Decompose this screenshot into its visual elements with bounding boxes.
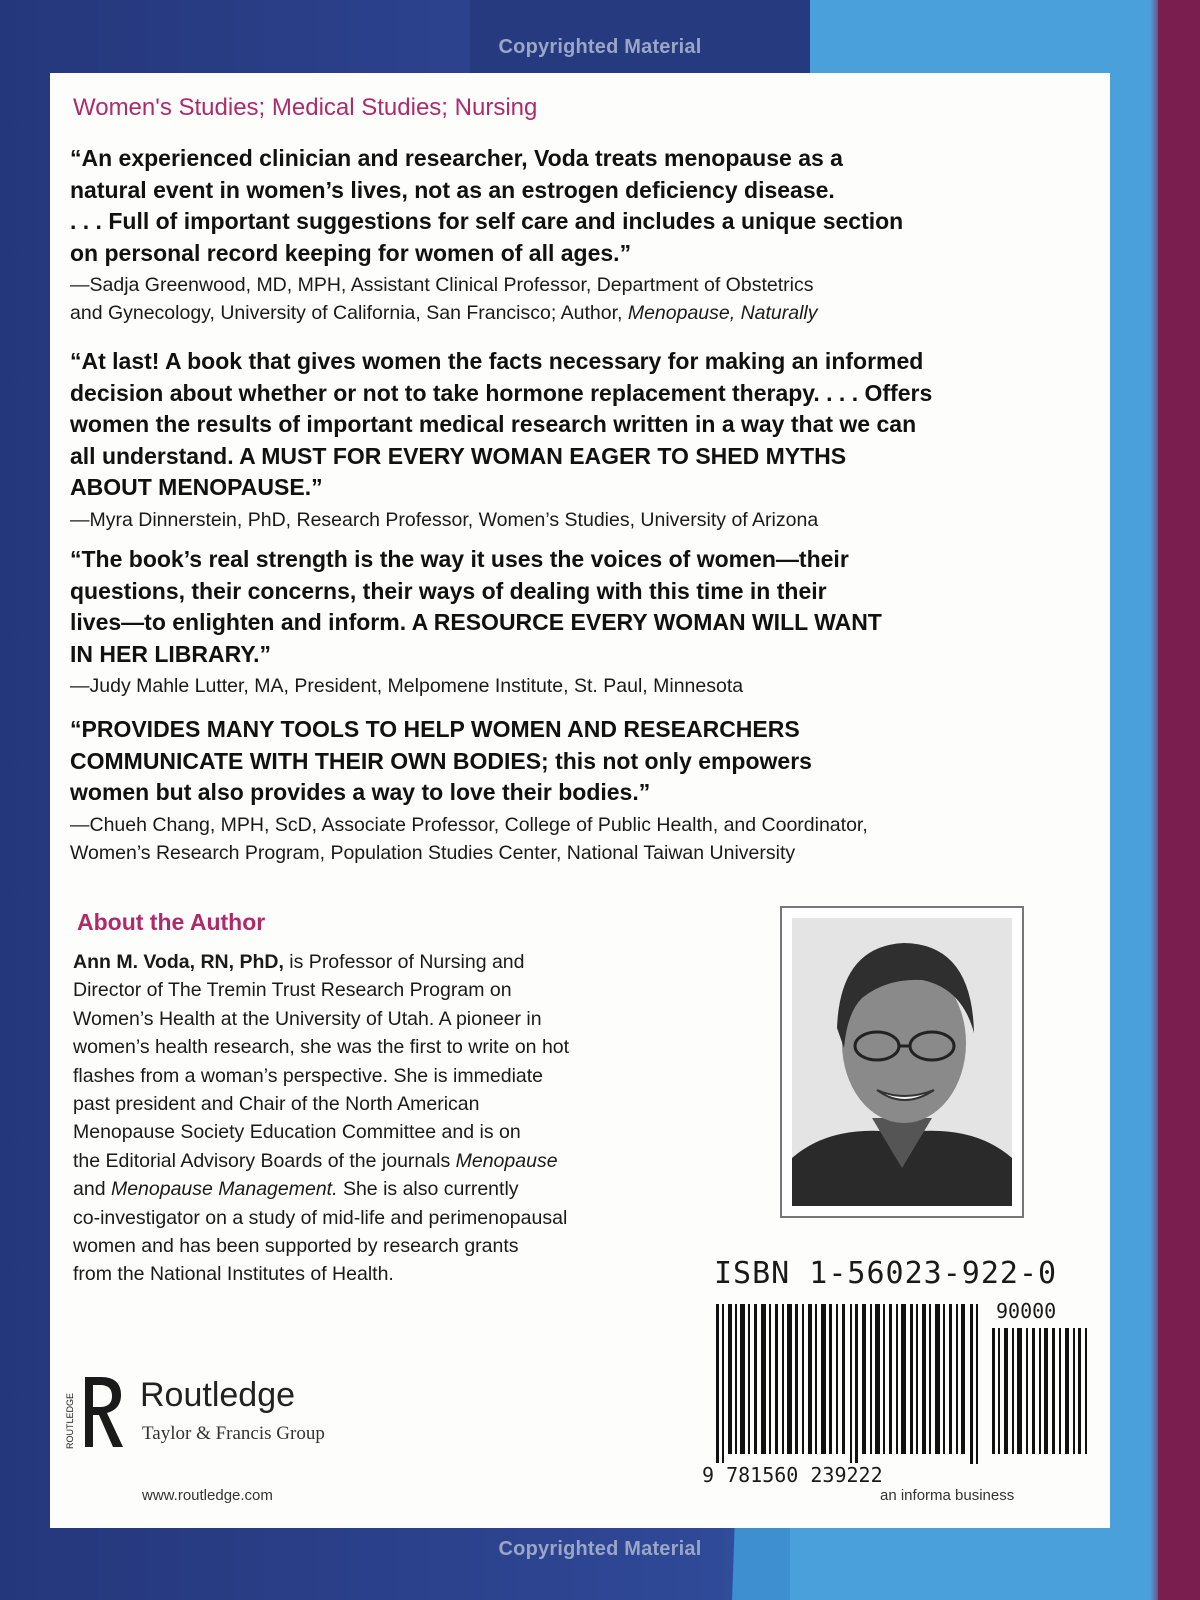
quote-line: women but also provides a way to love their bodies.” (70, 779, 651, 805)
bio-line: She is also currently (337, 1178, 519, 1201)
bio-line: co-investigator on a study of mid-life and perimenopausal (73, 1206, 568, 1229)
author-bio (73, 948, 713, 1289)
quote-line: all understand. A MUST FOR EVERY WOMAN EAGER TO SHED MYTHS (70, 442, 847, 469)
quote-line: lives—to enlighten and inform. A RESOURCE EVERY WOMAN WILL WANT (70, 609, 882, 635)
routledge-logo-icon (65, 1371, 135, 1451)
quote-line: on personal record keeping for women of all ages.” (70, 239, 632, 266)
isbn-text: ISBN 1-56023-922-0 (714, 1256, 1058, 1291)
quote-line: “At last! A book that gives women the facts necessary for making an informed (70, 348, 924, 374)
author-name: Ann M. Voda, RN, PhD, (73, 951, 284, 973)
logo-side-text: ROUTLEDGE (65, 1392, 75, 1449)
author-photo (792, 918, 1012, 1206)
barcode-number: 9 781560 239222 (702, 1463, 883, 1487)
quote-line: women the results of important medical research written in a way that we can (70, 411, 917, 437)
journal-title: Menopause (455, 1149, 558, 1172)
review-3-quote (70, 544, 1080, 670)
quote-line: . . . Full of important suggestions for self care and includes a unique section (70, 208, 904, 234)
publisher-website: www.routledge.com (142, 1487, 273, 1504)
review-2-attribution (70, 506, 1080, 534)
review-2-quote (70, 346, 1080, 504)
quote-line: IN HER LIBRARY.” (70, 640, 272, 667)
review-3-attribution (70, 672, 1080, 700)
bio-line: the Editorial Advisory Boards of the journals (73, 1149, 456, 1172)
quote-line: natural event in women’s lives, not as an estrogen deficiency disease. (70, 176, 835, 203)
review-4-quote (70, 714, 1080, 809)
quote-line: ABOUT MENOPAUSE.” (70, 474, 323, 500)
bio-line: is Professor of Nursing and (283, 951, 525, 973)
copyright-watermark-bottom: Copyrighted Material (498, 1538, 702, 1560)
quote-line: decision about whether or not to take hormone replacement therapy. . . . Offers (70, 379, 933, 406)
bio-line: women’s health research, she was the first to write on hot (73, 1036, 570, 1059)
bio-line: Women’s Health at the University of Utah. A pioneer in (73, 1007, 542, 1030)
bio-line: past president and Chair of the North American (73, 1093, 480, 1116)
review-3 (70, 544, 1080, 700)
quote-line: questions, their concerns, their ways of dealing with this time in their (70, 577, 827, 604)
review-1 (70, 143, 1080, 327)
attribution-line: —Chueh Chang, MPH, ScD, Associate Professor, College of Public Health, and Coordinator, (70, 813, 868, 836)
attribution-line: Women’s Research Program, Population Studies Center, National Taiwan University (70, 841, 796, 864)
attribution-line: —Sadja Greenwood, MD, MPH, Assistant Clinical Professor, Department of Obstetrics (70, 274, 814, 296)
author-portrait-image (792, 918, 1012, 1206)
quote-line: “The book’s real strength is the way it uses the voices of women—their (70, 546, 849, 572)
bio-line: Menopause Society Education Committee and is on (73, 1121, 521, 1144)
copyright-watermark-top: Copyrighted Material (498, 36, 702, 58)
bio-line: flashes from a woman’s perspective. She is immediate (73, 1064, 544, 1087)
informa-tagline: an informa business (880, 1487, 1015, 1504)
about-author-heading: About the Author (77, 909, 266, 935)
bio-line: and (73, 1178, 111, 1201)
attribution-line: —Judy Mahle Lutter, MA, President, Melpomene Institute, St. Paul, Minnesota (70, 675, 744, 697)
bio-line: Director of The Tremin Trust Research Program on (73, 979, 512, 1002)
quote-line: “An experienced clinician and researcher, Voda treats menopause as a (70, 145, 843, 171)
review-1-quote (70, 143, 1080, 269)
cover-maroon-stripe (1158, 0, 1200, 1600)
review-2 (70, 346, 1080, 534)
review-4-attribution (70, 811, 1080, 867)
price-code: 90000 (996, 1299, 1057, 1323)
attribution-line: —Myra Dinnerstein, PhD, Research Professor, Women’s Studies, University of Arizona (70, 508, 819, 531)
review-4 (70, 714, 1080, 867)
publisher-group: Taylor & Francis Group (142, 1423, 325, 1444)
review-1-attribution (70, 271, 1080, 327)
bio-line: from the National Institutes of Health. (73, 1263, 394, 1286)
journal-title: Menopause Management. (110, 1178, 338, 1201)
author-photo-frame (780, 906, 1024, 1218)
attribution-line: and Gynecology, University of California, San Francisco; Author, (70, 302, 628, 324)
quote-line: “PROVIDES MANY TOOLS TO HELP WOMEN AND RESEARCHERS (70, 716, 800, 742)
publisher-name: Routledge (140, 1376, 296, 1414)
quote-line: COMMUNICATE WITH THEIR OWN BODIES; this not only empowers (70, 747, 812, 774)
category-line: Women's Studies; Medical Studies; Nursing (73, 94, 538, 121)
bio-line: women and has been supported by research grants (73, 1235, 519, 1258)
book-title: Menopause, Naturally (627, 302, 818, 324)
back-cover-panel (50, 73, 1110, 1528)
